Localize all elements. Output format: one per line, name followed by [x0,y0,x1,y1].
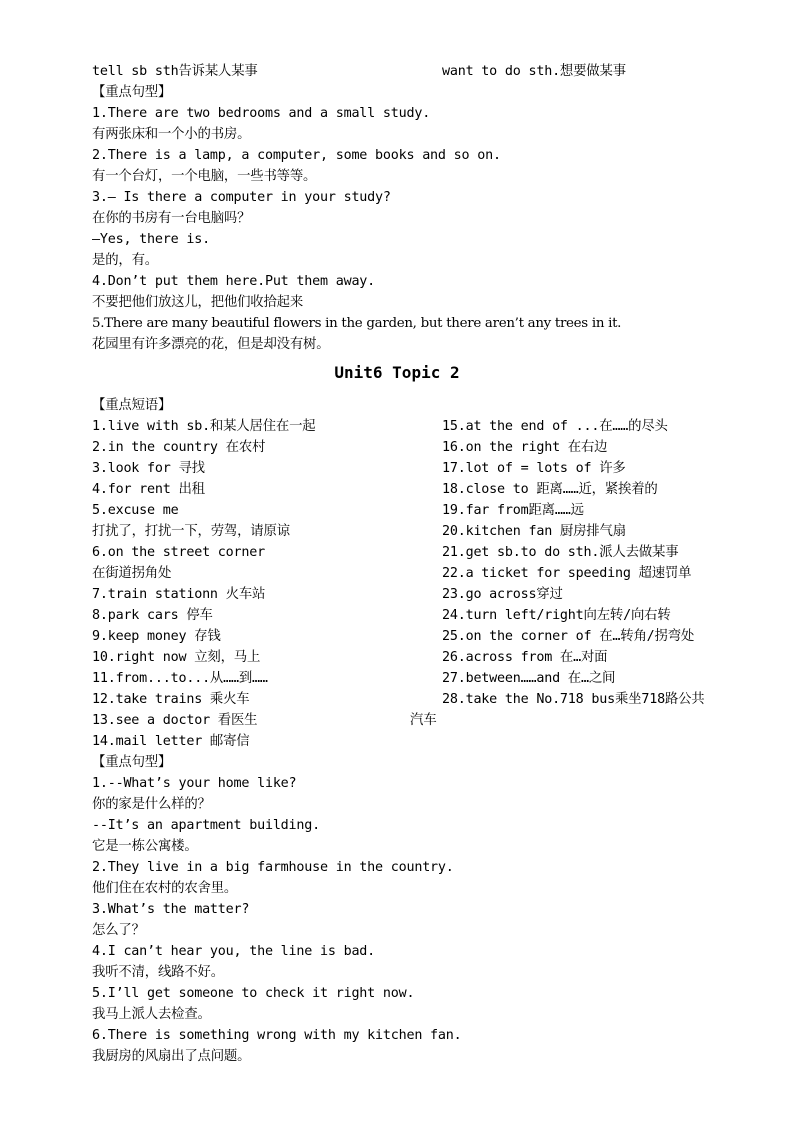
sentence-translation: 怎么了？ [92,923,145,938]
phrase-item: 8.park cars 停车 [92,608,213,623]
phrase-item: 26.across from 在…对面 [442,650,608,665]
sentence-line: 6.There is something wrong with my kitchen fan. [92,1028,462,1043]
phrase-item: 10.right now 立刻，马上 [92,650,261,665]
phrase-item: 23.go across穿过 [442,587,563,602]
phrase-item: 2.in the country 在农村 [92,440,266,455]
phrase-item: 19.far from距离……远 [442,503,584,518]
phrase-item: 17.lot of = lots of 许多 [442,461,626,476]
phrase-item-continuation: 汽车 [410,713,437,728]
phrase-item: 21.get sb.to do sth.派人去做某事 [442,545,679,560]
sentence-line: 4.I can’t hear you, the line is bad. [92,944,376,959]
sentence-translation: 有两张床和一个小的书房。 [92,127,251,142]
phrase-item: 27.between……and 在…之间 [442,671,616,686]
phrase-item: 16.on the right 在右边 [442,440,608,455]
sentence-translation: 它是一栋公寓楼。 [92,839,198,854]
phrase-item: 22.a ticket for speeding 超速罚单 [442,566,692,581]
sentence-line: 3.— Is there a computer in your study? [92,190,391,205]
phrase-item: 6.on the street corner [92,545,265,560]
sentence-translation: 我听不清，线路不好。 [92,965,224,980]
sentence-translation: 他们住在农村的农舍里。 [92,881,238,896]
phrase-item: 25.on the corner of 在…转角/拐弯处 [442,629,695,644]
phrase-item: 11.from...to...从……到…… [92,671,268,686]
phrase-tell-sb-sth: tell sb sth告诉某人某事 [92,64,258,79]
sentence-line: 2.They live in a big farmhouse in the country. [92,860,454,875]
sentence-line: 1.--What’s your home like? [92,776,297,791]
phrase-item: 13.see a doctor 看医生 [92,713,258,728]
sentence-translation: 不要把他们放这儿，把他们收拾起来 [92,295,304,310]
phrase-item: 3.look for 寻找 [92,461,205,476]
sentence-translation: 你的家是什么样的？ [92,797,211,812]
unit-title: Unit6 Topic 2 [334,363,460,382]
phrase-item: 打扰了，打扰一下，劳驾，请原谅 [92,524,290,539]
sentence-line: 1.There are two bedrooms and a small study. [92,106,431,121]
sentence-translation: 我厨房的风扇出了点问题。 [92,1049,251,1064]
phrase-item: 9.keep money 存钱 [92,629,221,644]
phrase-item: 5.excuse me [92,503,179,518]
sentence-translation: 花园里有许多漂亮的花，但是却没有树。 [92,337,330,352]
phrase-item: 在街道拐角处 [92,566,172,581]
phrase-item: 12.take trains 乘火车 [92,692,250,707]
section-heading-key-phrases: 【重点短语】 [92,398,172,413]
sentence-translation: 我马上派人去检查。 [92,1007,211,1022]
phrase-item: 18.close to 距离……近，紧挨着的 [442,482,658,497]
sentence-translation: 在你的书房有一台电脑吗？ [92,211,251,226]
phrase-item: 4.for rent 出租 [92,482,205,497]
sentence-line: 4.Don’t put them here.Put them away. [92,274,376,289]
phrase-item: 24.turn left/right向左转/向右转 [442,608,671,623]
phrase-item: 28.take the No.718 bus乘坐718路公共 [442,692,705,707]
sentence-line: --It’s an apartment building. [92,818,320,833]
sentence-line: 3.What’s the matter? [92,902,250,917]
sentence-line: 2.There is a lamp, a computer, some books and so on. [92,148,501,163]
sentence-line: 5.I’ll get someone to check it right now. [92,986,415,1001]
phrase-item: 7.train stationn 火车站 [92,587,266,602]
sentence-line: —Yes, there is. [92,232,210,247]
sentence-line: 5.There are many beautiful flowers in the garden, but there aren’t any trees in it. [92,316,622,331]
phrase-item: 15.at the end of ...在……的尽头 [442,419,668,434]
phrase-item: 14.mail letter 邮寄信 [92,734,250,749]
section-heading-key-sentences: 【重点句型】 [92,755,172,770]
phrase-item: 20.kitchen fan 厨房排气扇 [442,524,626,539]
sentence-translation: 是的，有。 [92,253,158,268]
sentence-translation: 有一个台灯，一个电脑，一些书等等。 [92,169,317,184]
section-heading-key-sentences: 【重点句型】 [92,85,172,100]
phrase-want-to-do-sth: want to do sth.想要做某事 [442,64,626,79]
phrase-item: 1.live with sb.和某人居住在一起 [92,419,316,434]
